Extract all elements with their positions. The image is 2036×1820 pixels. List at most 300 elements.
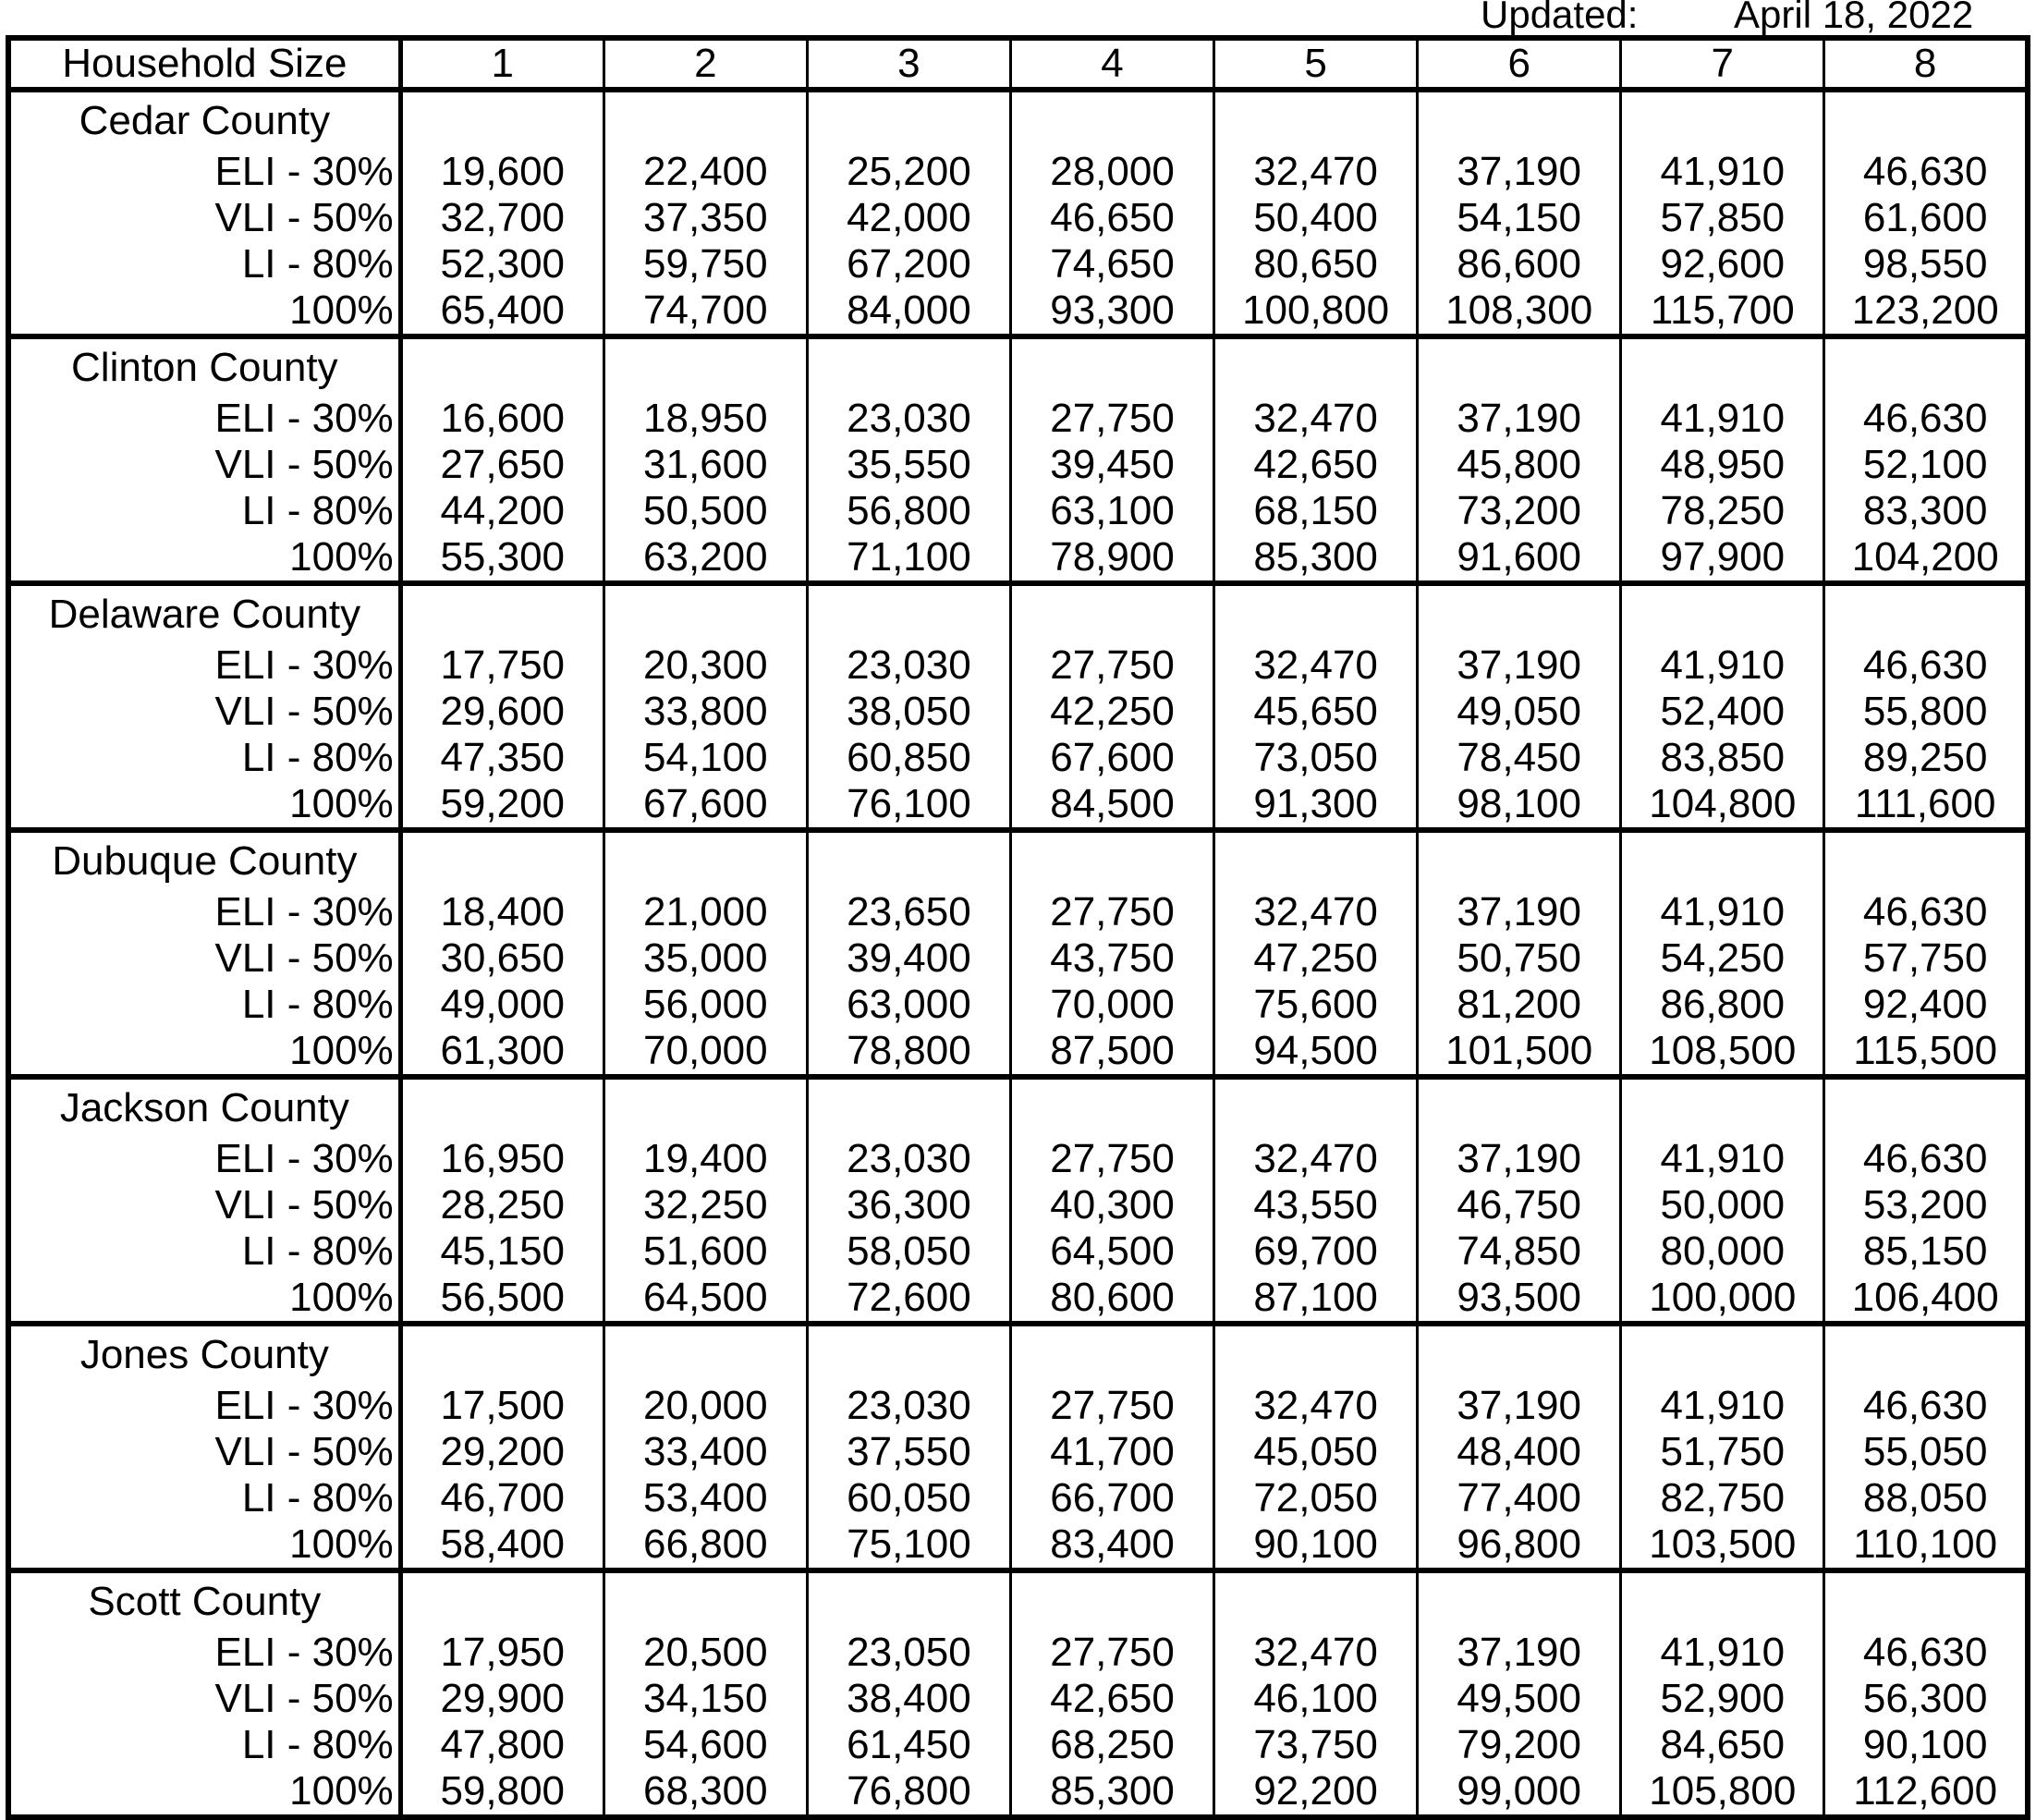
income-limit-value: 38,400: [807, 1676, 1010, 1722]
empty-cell: [603, 336, 807, 396]
empty-cell: [1621, 90, 1824, 149]
empty-cell: [400, 1324, 603, 1383]
income-category-label: LI - 80%: [8, 735, 400, 781]
empty-cell: [1418, 830, 1621, 889]
empty-cell: [1214, 583, 1418, 642]
header-size-5: 5: [1214, 38, 1418, 90]
income-limit-value: 90,100: [1824, 1722, 2028, 1768]
income-limit-value: 89,250: [1824, 735, 2028, 781]
income-limit-value: 63,200: [603, 534, 807, 583]
income-limit-value: 46,630: [1824, 1630, 2028, 1676]
income-limit-value: 36,300: [807, 1182, 1010, 1228]
income-limit-value: 100,800: [1214, 287, 1418, 336]
empty-cell: [603, 1324, 807, 1383]
income-limit-value: 55,300: [400, 534, 603, 583]
income-limit-value: 72,600: [807, 1275, 1010, 1324]
income-limit-value: 20,300: [603, 642, 807, 689]
income-limit-value: 28,250: [400, 1182, 603, 1228]
table-row: [8, 396, 2028, 442]
income-limit-value: 16,600: [400, 396, 603, 442]
income-limit-value: 97,900: [1621, 534, 1824, 583]
income-limit-value: 80,000: [1621, 1228, 1824, 1275]
income-limit-value: 22,400: [603, 149, 807, 195]
income-limit-value: 32,250: [603, 1182, 807, 1228]
empty-cell: [400, 1077, 603, 1136]
income-limit-value: 70,000: [1010, 982, 1213, 1028]
empty-cell: [807, 830, 1010, 889]
table-row: [8, 1136, 2028, 1182]
income-category-label: 100%: [8, 534, 400, 583]
table-row: [8, 1475, 2028, 1521]
table-row: [8, 1768, 2028, 1817]
income-limit-value: 68,150: [1214, 488, 1418, 534]
income-limit-value: 23,030: [807, 1136, 1010, 1182]
income-limit-value: 37,550: [807, 1429, 1010, 1475]
income-category-label: LI - 80%: [8, 1475, 400, 1521]
income-category-label: ELI - 30%: [8, 1630, 400, 1676]
income-limit-value: 49,050: [1418, 689, 1621, 735]
income-limit-value: 31,600: [603, 442, 807, 488]
income-limit-value: 37,190: [1418, 1630, 1621, 1676]
income-limit-value: 91,600: [1418, 534, 1621, 583]
empty-cell: [1010, 830, 1213, 889]
income-category-label: LI - 80%: [8, 488, 400, 534]
income-limit-value: 45,650: [1214, 689, 1418, 735]
table-row: [8, 1630, 2028, 1676]
income-category-label: LI - 80%: [8, 241, 400, 287]
income-limit-value: 46,630: [1824, 149, 2028, 195]
income-limit-value: 57,750: [1824, 935, 2028, 982]
empty-cell: [807, 90, 1010, 149]
table-row: [8, 149, 2028, 195]
income-limit-value: 37,190: [1418, 149, 1621, 195]
income-limit-value: 20,500: [603, 1630, 807, 1676]
income-limit-value: 27,750: [1010, 642, 1213, 689]
income-limit-value: 58,050: [807, 1228, 1010, 1275]
income-limit-value: 18,400: [400, 889, 603, 935]
income-limit-value: 38,050: [807, 689, 1010, 735]
income-limit-value: 32,470: [1214, 149, 1418, 195]
income-limits-table: [6, 35, 2030, 1820]
empty-cell: [1418, 90, 1621, 149]
income-limit-value: 59,800: [400, 1768, 603, 1817]
income-limit-value: 28,000: [1010, 149, 1213, 195]
income-category-label: VLI - 50%: [8, 1676, 400, 1722]
table-row: [8, 1028, 2028, 1077]
income-category-label: VLI - 50%: [8, 442, 400, 488]
income-limit-value: 32,470: [1214, 396, 1418, 442]
county-name: Clinton County: [8, 336, 400, 396]
income-limit-value: 55,800: [1824, 689, 2028, 735]
income-category-label: 100%: [8, 1521, 400, 1570]
income-limit-value: 29,600: [400, 689, 603, 735]
income-limit-value: 50,750: [1418, 935, 1621, 982]
empty-cell: [807, 583, 1010, 642]
income-limit-value: 48,950: [1621, 442, 1824, 488]
income-limit-value: 75,100: [807, 1521, 1010, 1570]
income-limit-value: 71,100: [807, 534, 1010, 583]
empty-cell: [1621, 1077, 1824, 1136]
income-limit-value: 79,200: [1418, 1722, 1621, 1768]
income-limit-value: 52,300: [400, 241, 603, 287]
table-row: [8, 982, 2028, 1028]
income-limit-value: 85,300: [1010, 1768, 1213, 1817]
income-limit-value: 68,250: [1010, 1722, 1213, 1768]
header-size-4: 4: [1010, 38, 1213, 90]
income-limit-value: 76,800: [807, 1768, 1010, 1817]
income-limit-value: 110,100: [1824, 1521, 2028, 1570]
income-limit-value: 106,400: [1824, 1275, 2028, 1324]
income-limit-value: 73,200: [1418, 488, 1621, 534]
income-limit-value: 46,630: [1824, 1383, 2028, 1429]
income-limit-value: 104,200: [1824, 534, 2028, 583]
income-limit-value: 45,800: [1418, 442, 1621, 488]
income-limit-value: 88,050: [1824, 1475, 2028, 1521]
table-row: [8, 1521, 2028, 1570]
income-limit-value: 34,150: [603, 1676, 807, 1722]
header-size-1: 1: [400, 38, 603, 90]
county-name: Jackson County: [8, 1077, 400, 1136]
income-category-label: VLI - 50%: [8, 1429, 400, 1475]
income-limit-value: 49,000: [400, 982, 603, 1028]
income-limit-value: 45,150: [400, 1228, 603, 1275]
income-limit-value: 41,910: [1621, 1136, 1824, 1182]
empty-cell: [1824, 90, 2028, 149]
income-limit-value: 66,800: [603, 1521, 807, 1570]
empty-cell: [1214, 1077, 1418, 1136]
income-category-label: VLI - 50%: [8, 195, 400, 241]
income-limit-value: 16,950: [400, 1136, 603, 1182]
empty-cell: [1010, 1570, 1213, 1630]
income-limit-value: 21,000: [603, 889, 807, 935]
income-limit-value: 112,600: [1824, 1768, 2028, 1817]
income-limit-value: 78,450: [1418, 735, 1621, 781]
income-limit-value: 53,200: [1824, 1182, 2028, 1228]
empty-cell: [400, 336, 603, 396]
income-limit-value: 87,100: [1214, 1275, 1418, 1324]
income-limit-value: 108,300: [1418, 287, 1621, 336]
income-limit-value: 54,100: [603, 735, 807, 781]
income-limit-value: 41,910: [1621, 396, 1824, 442]
income-limit-value: 56,500: [400, 1275, 603, 1324]
table-row: [8, 241, 2028, 287]
income-limit-value: 43,750: [1010, 935, 1213, 982]
income-limit-value: 41,910: [1621, 1383, 1824, 1429]
income-limit-value: 61,600: [1824, 195, 2028, 241]
county-name-row: [8, 336, 2028, 396]
income-limit-value: 33,400: [603, 1429, 807, 1475]
income-limit-value: 41,910: [1621, 642, 1824, 689]
income-limit-value: 46,650: [1010, 195, 1213, 241]
income-limit-value: 41,910: [1621, 1630, 1824, 1676]
income-category-label: ELI - 30%: [8, 642, 400, 689]
updated-date: April 18, 2022: [1734, 0, 1974, 36]
updated-label: Updated:: [1481, 0, 1639, 36]
income-limit-value: 56,800: [807, 488, 1010, 534]
empty-cell: [1010, 90, 1213, 149]
income-limit-value: 46,630: [1824, 1136, 2028, 1182]
income-limit-value: 23,650: [807, 889, 1010, 935]
empty-cell: [1418, 583, 1621, 642]
income-category-label: 100%: [8, 1028, 400, 1077]
income-limit-value: 39,400: [807, 935, 1010, 982]
income-limit-value: 93,500: [1418, 1275, 1621, 1324]
income-limit-value: 99,000: [1418, 1768, 1621, 1817]
empty-cell: [1010, 583, 1213, 642]
county-name-row: [8, 830, 2028, 889]
table-row: [8, 1275, 2028, 1324]
income-limit-value: 108,500: [1621, 1028, 1824, 1077]
income-limit-value: 93,300: [1010, 287, 1213, 336]
empty-cell: [1214, 1324, 1418, 1383]
income-category-label: ELI - 30%: [8, 1136, 400, 1182]
income-limit-value: 75,600: [1214, 982, 1418, 1028]
table-row: [8, 735, 2028, 781]
empty-cell: [1010, 1324, 1213, 1383]
table-row: [8, 1182, 2028, 1228]
county-name-row: [8, 1324, 2028, 1383]
income-limit-value: 104,800: [1621, 781, 1824, 830]
empty-cell: [1418, 1077, 1621, 1136]
income-limit-value: 73,750: [1214, 1722, 1418, 1768]
table-row: [8, 442, 2028, 488]
table-row: [8, 889, 2028, 935]
income-limit-value: 35,000: [603, 935, 807, 982]
income-limit-value: 73,050: [1214, 735, 1418, 781]
table-row: [8, 287, 2028, 336]
income-limit-value: 80,650: [1214, 241, 1418, 287]
income-limit-value: 19,600: [400, 149, 603, 195]
income-limit-value: 85,300: [1214, 534, 1418, 583]
empty-cell: [807, 336, 1010, 396]
empty-cell: [400, 90, 603, 149]
income-limit-value: 82,750: [1621, 1475, 1824, 1521]
income-limit-value: 68,300: [603, 1768, 807, 1817]
county-name: Dubuque County: [8, 830, 400, 889]
income-limit-value: 27,650: [400, 442, 603, 488]
table-row: [8, 935, 2028, 982]
income-limit-value: 42,000: [807, 195, 1010, 241]
income-limit-value: 115,700: [1621, 287, 1824, 336]
income-limit-value: 27,750: [1010, 396, 1213, 442]
income-limit-value: 27,750: [1010, 889, 1213, 935]
income-limit-value: 67,200: [807, 241, 1010, 287]
income-limit-value: 84,000: [807, 287, 1010, 336]
income-category-label: 100%: [8, 287, 400, 336]
income-limit-value: 37,190: [1418, 889, 1621, 935]
income-limit-value: 23,030: [807, 1383, 1010, 1429]
income-limit-value: 58,400: [400, 1521, 603, 1570]
income-limit-value: 98,100: [1418, 781, 1621, 830]
county-name-row: [8, 90, 2028, 149]
income-limit-value: 33,800: [603, 689, 807, 735]
table-row: [8, 534, 2028, 583]
income-limit-value: 41,910: [1621, 149, 1824, 195]
income-limit-value: 115,500: [1824, 1028, 2028, 1077]
income-limit-value: 19,400: [603, 1136, 807, 1182]
income-limit-value: 51,600: [603, 1228, 807, 1275]
table-row: [8, 1383, 2028, 1429]
income-limit-value: 29,900: [400, 1676, 603, 1722]
income-limit-value: 86,600: [1418, 241, 1621, 287]
income-limit-value: 42,650: [1214, 442, 1418, 488]
income-limit-value: 63,000: [807, 982, 1010, 1028]
income-limit-value: 111,600: [1824, 781, 2028, 830]
income-limit-value: 29,200: [400, 1429, 603, 1475]
income-limit-value: 51,750: [1621, 1429, 1824, 1475]
income-category-label: ELI - 30%: [8, 396, 400, 442]
income-limit-value: 41,910: [1621, 889, 1824, 935]
income-limit-value: 96,800: [1418, 1521, 1621, 1570]
income-limit-value: 50,400: [1214, 195, 1418, 241]
income-limit-value: 64,500: [603, 1275, 807, 1324]
empty-cell: [1824, 830, 2028, 889]
table-row: [8, 689, 2028, 735]
table-row: [8, 1228, 2028, 1275]
income-limit-value: 43,550: [1214, 1182, 1418, 1228]
empty-cell: [400, 830, 603, 889]
income-limit-value: 23,030: [807, 396, 1010, 442]
income-limit-value: 78,900: [1010, 534, 1213, 583]
income-limit-value: 60,050: [807, 1475, 1010, 1521]
income-limit-value: 100,000: [1621, 1275, 1824, 1324]
income-limit-value: 17,950: [400, 1630, 603, 1676]
empty-cell: [1010, 1077, 1213, 1136]
empty-cell: [400, 1570, 603, 1630]
income-limit-value: 32,470: [1214, 1136, 1418, 1182]
income-limit-value: 87,500: [1010, 1028, 1213, 1077]
income-limit-value: 72,050: [1214, 1475, 1418, 1521]
income-limit-value: 78,800: [807, 1028, 1010, 1077]
income-limit-value: 60,850: [807, 735, 1010, 781]
table-row: [8, 488, 2028, 534]
income-limit-value: 59,750: [603, 241, 807, 287]
income-limit-value: 42,650: [1010, 1676, 1213, 1722]
empty-cell: [1418, 1324, 1621, 1383]
income-limit-value: 54,600: [603, 1722, 807, 1768]
empty-cell: [1010, 336, 1213, 396]
income-limit-value: 27,750: [1010, 1630, 1213, 1676]
income-limit-value: 59,200: [400, 781, 603, 830]
income-category-label: VLI - 50%: [8, 689, 400, 735]
income-limit-value: 74,850: [1418, 1228, 1621, 1275]
income-limit-value: 83,400: [1010, 1521, 1213, 1570]
income-limit-value: 41,700: [1010, 1429, 1213, 1475]
income-limit-value: 70,000: [603, 1028, 807, 1077]
income-limit-value: 52,400: [1621, 689, 1824, 735]
income-limit-value: 98,550: [1824, 241, 2028, 287]
income-limit-value: 32,470: [1214, 1383, 1418, 1429]
income-limit-value: 23,050: [807, 1630, 1010, 1676]
empty-cell: [603, 1077, 807, 1136]
updated-row: [0, 0, 2036, 36]
income-category-label: LI - 80%: [8, 982, 400, 1028]
table-row: [8, 781, 2028, 830]
income-limit-value: 50,000: [1621, 1182, 1824, 1228]
income-limit-value: 32,470: [1214, 1630, 1418, 1676]
income-limit-value: 37,190: [1418, 1383, 1621, 1429]
income-limit-value: 46,630: [1824, 642, 2028, 689]
income-limit-value: 27,750: [1010, 1136, 1213, 1182]
income-limit-value: 92,600: [1621, 241, 1824, 287]
income-limit-value: 32,470: [1214, 889, 1418, 935]
table-body: [8, 90, 2028, 1817]
income-limit-value: 77,400: [1418, 1475, 1621, 1521]
income-limit-value: 52,900: [1621, 1676, 1824, 1722]
income-limit-value: 61,450: [807, 1722, 1010, 1768]
income-limit-value: 32,700: [400, 195, 603, 241]
income-limit-value: 76,100: [807, 781, 1010, 830]
income-limit-value: 105,800: [1621, 1768, 1824, 1817]
empty-cell: [603, 1570, 807, 1630]
income-limit-value: 54,150: [1418, 195, 1621, 241]
income-limit-value: 64,500: [1010, 1228, 1213, 1275]
income-limit-value: 49,500: [1418, 1676, 1621, 1722]
income-limit-value: 46,630: [1824, 889, 2028, 935]
table-row: [8, 1429, 2028, 1475]
income-limit-value: 47,350: [400, 735, 603, 781]
income-limit-value: 74,650: [1010, 241, 1213, 287]
header-row: [8, 38, 2028, 90]
empty-cell: [1621, 1570, 1824, 1630]
income-limit-value: 103,500: [1621, 1521, 1824, 1570]
income-category-label: 100%: [8, 781, 400, 830]
empty-cell: [1824, 1570, 2028, 1630]
income-limit-value: 27,750: [1010, 1383, 1213, 1429]
empty-cell: [603, 90, 807, 149]
empty-cell: [1214, 336, 1418, 396]
income-limit-value: 101,500: [1418, 1028, 1621, 1077]
income-limit-value: 37,190: [1418, 396, 1621, 442]
income-category-label: 100%: [8, 1768, 400, 1817]
table-row: [8, 1722, 2028, 1768]
empty-cell: [1621, 336, 1824, 396]
table-row: [8, 195, 2028, 241]
income-limit-value: 83,300: [1824, 488, 2028, 534]
county-name-row: [8, 1570, 2028, 1630]
income-limit-value: 18,950: [603, 396, 807, 442]
empty-cell: [1824, 1077, 2028, 1136]
income-limit-value: 66,700: [1010, 1475, 1213, 1521]
income-limit-value: 46,100: [1214, 1676, 1418, 1722]
empty-cell: [1621, 830, 1824, 889]
income-limit-value: 52,100: [1824, 442, 2028, 488]
header-household-size: Household Size: [8, 38, 400, 90]
county-name: Scott County: [8, 1570, 400, 1630]
empty-cell: [603, 583, 807, 642]
income-category-label: LI - 80%: [8, 1722, 400, 1768]
income-limit-value: 83,850: [1621, 735, 1824, 781]
income-limit-value: 84,650: [1621, 1722, 1824, 1768]
income-limit-value: 74,700: [603, 287, 807, 336]
empty-cell: [807, 1324, 1010, 1383]
income-limit-value: 42,250: [1010, 689, 1213, 735]
empty-cell: [1621, 1324, 1824, 1383]
income-limit-value: 92,400: [1824, 982, 2028, 1028]
income-limit-value: 65,400: [400, 287, 603, 336]
empty-cell: [807, 1077, 1010, 1136]
income-limit-value: 35,550: [807, 442, 1010, 488]
income-category-label: ELI - 30%: [8, 889, 400, 935]
income-limit-value: 44,200: [400, 488, 603, 534]
income-limit-value: 45,050: [1214, 1429, 1418, 1475]
empty-cell: [1418, 1570, 1621, 1630]
income-limit-value: 61,300: [400, 1028, 603, 1077]
income-limit-value: 47,250: [1214, 935, 1418, 982]
header-size-8: 8: [1824, 38, 2028, 90]
income-limit-value: 53,400: [603, 1475, 807, 1521]
empty-cell: [1214, 830, 1418, 889]
